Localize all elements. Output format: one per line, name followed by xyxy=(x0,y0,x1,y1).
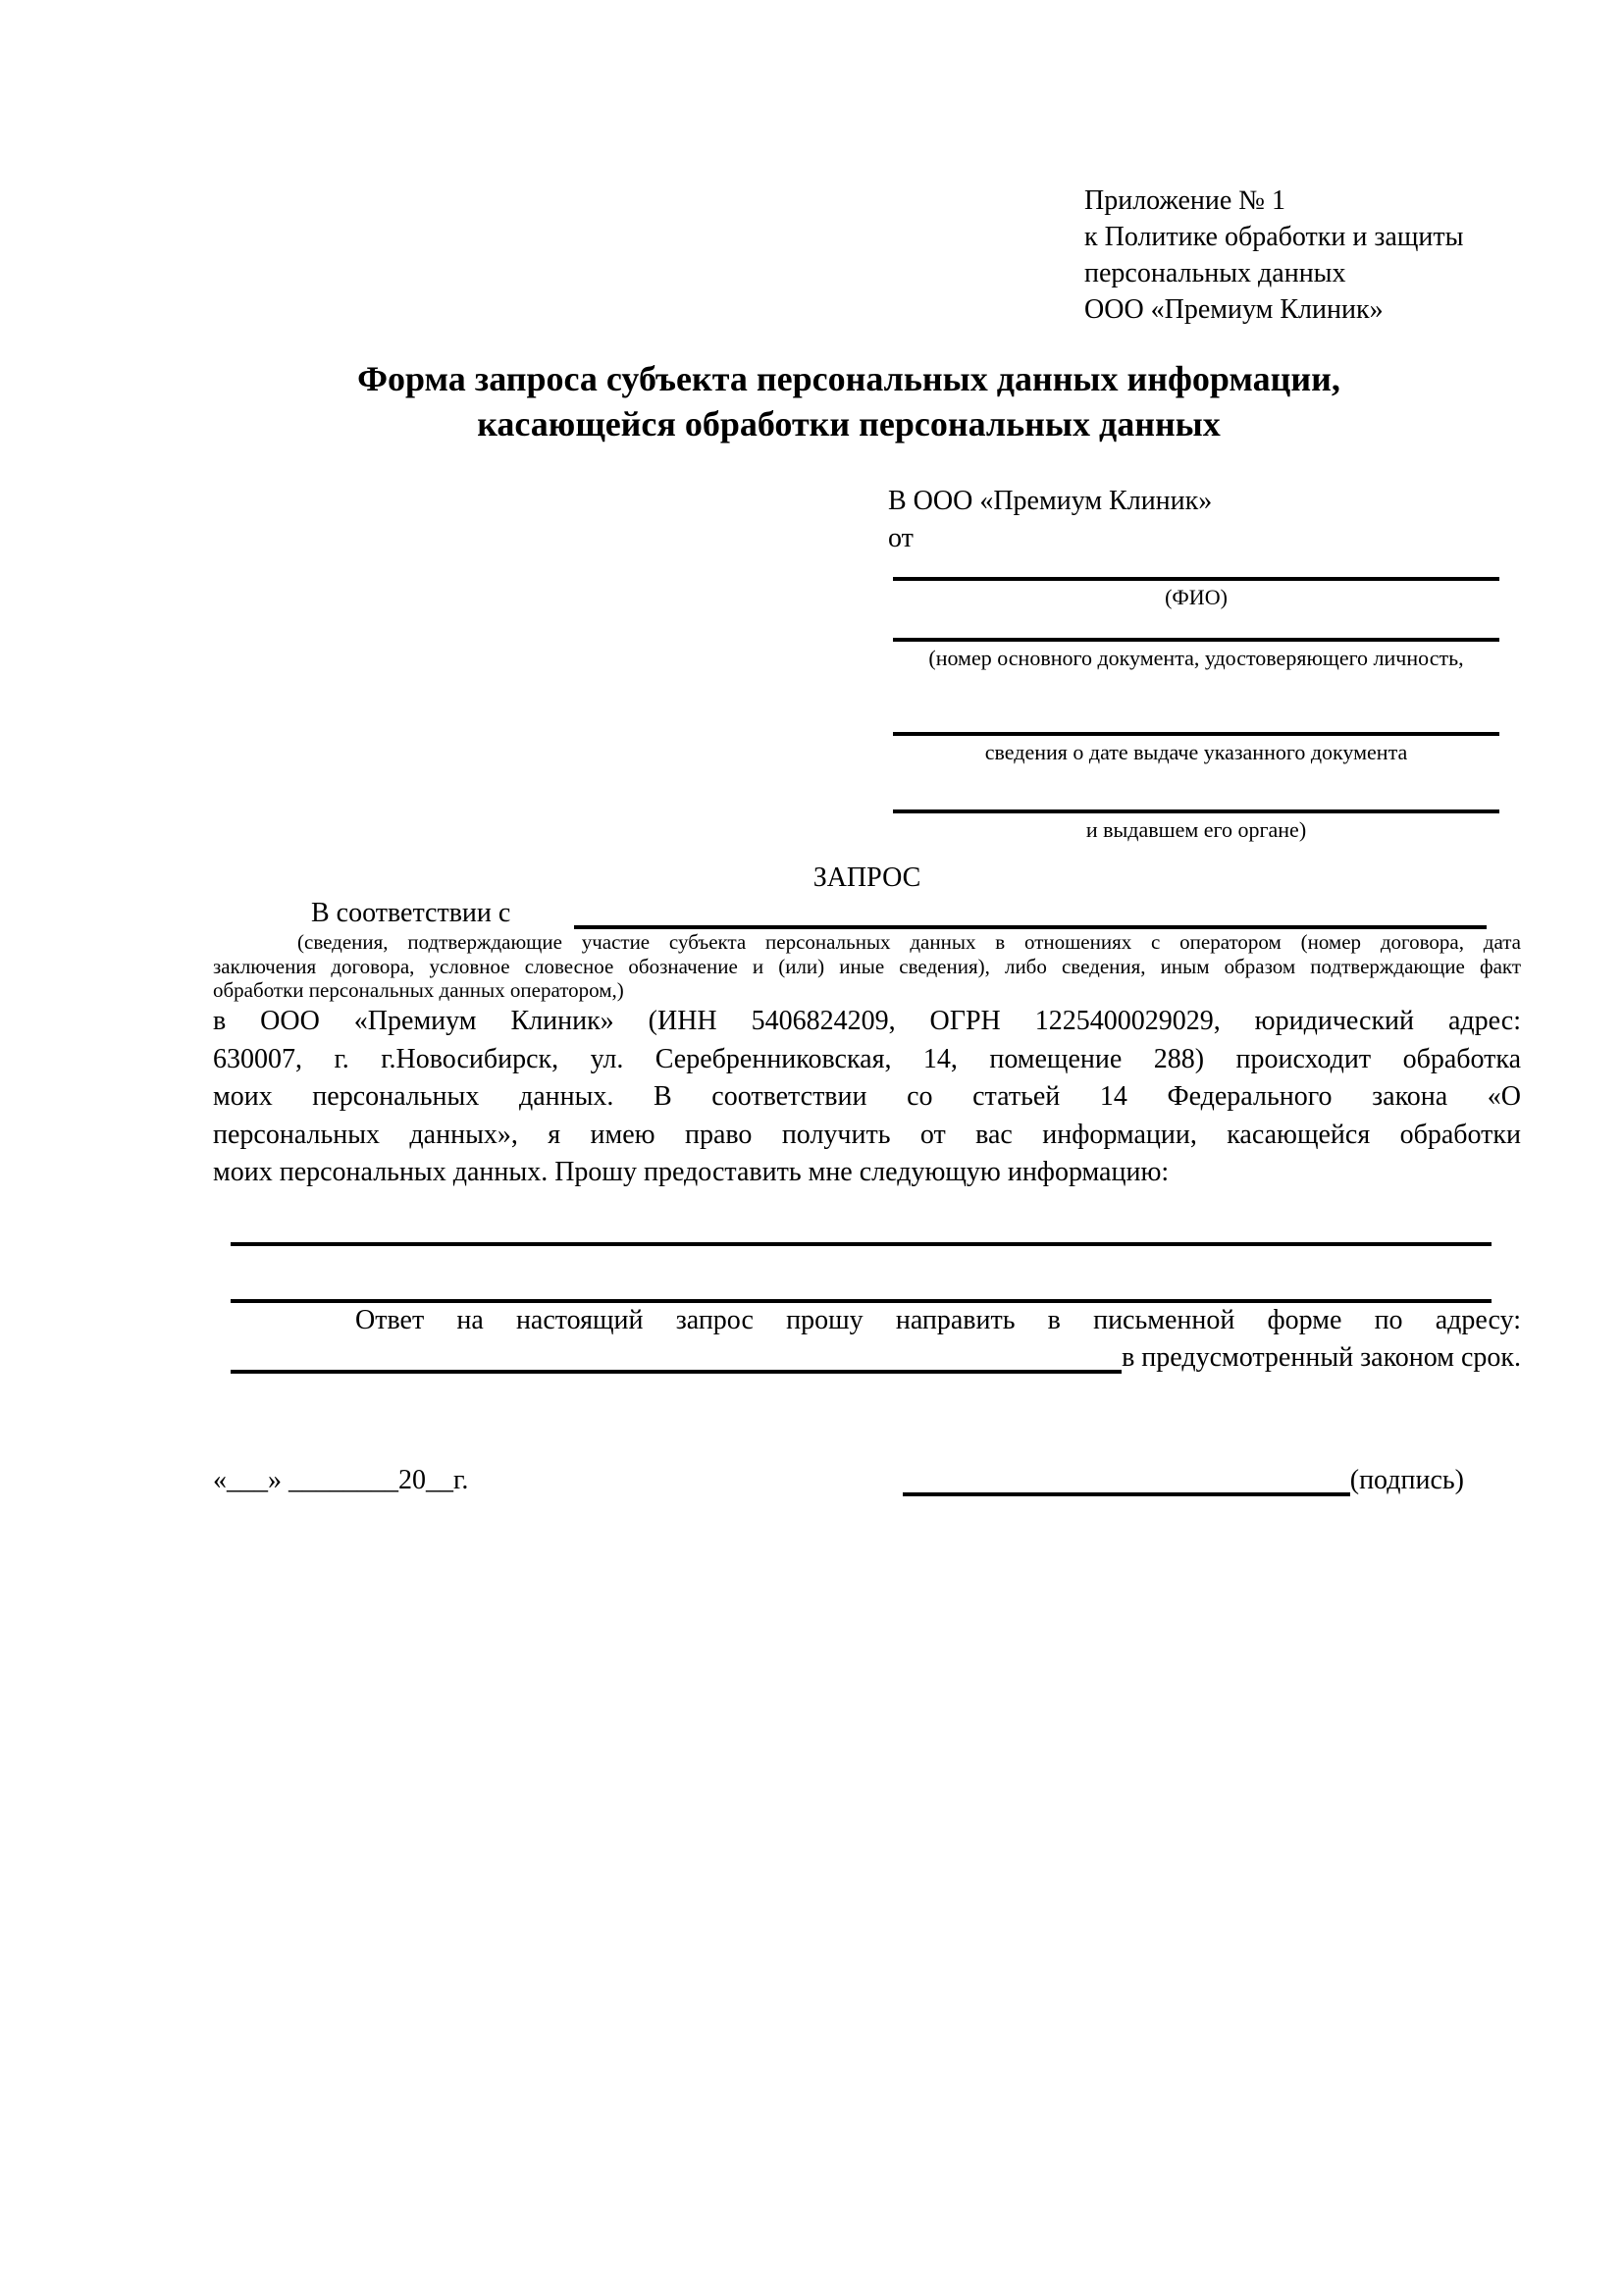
document-number-input-line xyxy=(893,638,1499,642)
signature-caption: (подпись) xyxy=(1349,1465,1464,1495)
request-note xyxy=(213,930,1521,1003)
page-title-line: Форма запроса субъекта персональных данных информации, xyxy=(357,359,1340,398)
body-line: в ООО «Премиум Клиник» (ИНН 5406824209, ОГРН 1225400029029, юридический адрес: xyxy=(213,1006,1521,1036)
page-title-line: касающейся обработки персональных данных xyxy=(477,404,1221,444)
body-line: моих персональных данных. Прошу предоставить мне следующую информацию: xyxy=(213,1157,1170,1187)
note-line: (сведения, подтверждающие участие субъекта персональных данных в отношениях с оператором (номер договора, дата xyxy=(297,930,1521,954)
info-input-line-1 xyxy=(231,1242,1492,1246)
answer-line-1: Ответ на настоящий запрос прошу направить в письменной форме по адресу: xyxy=(355,1305,1521,1335)
addressee-block xyxy=(888,483,1212,557)
answer-line-2 xyxy=(231,1339,1521,1377)
address-input-line xyxy=(231,1339,1122,1374)
body-line: 630007, г. г.Новосибирск, ул. Серебренниковская, 14, помещение 288) происходит обработка xyxy=(213,1043,1521,1074)
issue-date-input-line xyxy=(893,732,1499,736)
signature-group xyxy=(903,1462,1464,1499)
request-intro: В соответствии с xyxy=(311,898,511,928)
appendix-line: персональных данных xyxy=(1084,258,1346,288)
request-body xyxy=(213,1003,1521,1192)
answer-line-2-text: в предусмотренный законом срок. xyxy=(1122,1342,1521,1373)
issue-date-caption: сведения о дате выдаче указанного документа xyxy=(984,740,1408,764)
appendix-block xyxy=(1084,183,1463,328)
addressee-to: В ООО «Премиум Клиник» xyxy=(888,486,1213,516)
issuing-organ-caption: и выдавшем его органе) xyxy=(1085,817,1307,842)
body-line: персональных данных», я имею право получить от вас информации, касающейся обработки xyxy=(213,1119,1521,1150)
appendix-line: ООО «Премиум Клиник» xyxy=(1084,294,1384,325)
body-line: моих персональных данных. В соответствии со статьей 14 Федерального закона «О xyxy=(213,1081,1521,1112)
addressee-from: от xyxy=(888,523,914,553)
document-number-caption: (номер основного документа, удостоверяющего личность, xyxy=(928,646,1464,670)
signature-input-line xyxy=(903,1462,1350,1496)
fio-caption: (ФИО) xyxy=(1165,585,1228,609)
note-line: обработки персональных данных оператором,) xyxy=(213,978,624,1002)
fio-input-line xyxy=(893,577,1499,581)
appendix-line: к Политике обработки и защиты xyxy=(1084,222,1464,252)
issuing-organ-input-line xyxy=(893,809,1499,813)
appendix-line: Приложение № 1 xyxy=(1084,185,1285,216)
note-line: заключения договора, условное словесное обозначение и (или) иные сведения), либо сведения, иным образом подтверждающие факт xyxy=(213,954,1521,978)
date-blank: «___» ________20__г. xyxy=(213,1465,469,1495)
request-intro-input-line xyxy=(574,925,1487,929)
page-title xyxy=(157,356,1541,446)
request-heading: ЗАПРОС xyxy=(812,862,921,893)
